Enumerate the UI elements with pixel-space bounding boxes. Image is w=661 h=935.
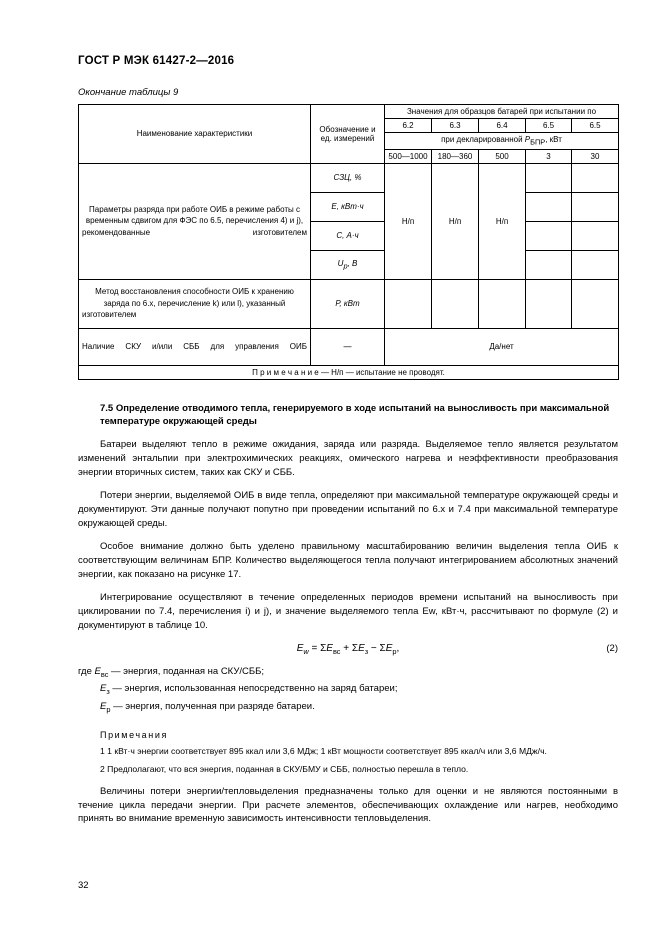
- header-sample-1: 6.2: [385, 119, 432, 133]
- row1-value-5d: [572, 250, 619, 279]
- formula-line: [78, 643, 618, 656]
- table-row: [79, 163, 619, 192]
- section-number: 7.5: [100, 402, 114, 414]
- paragraph-3: Особое внимание должно быть уделено правильному масштабированию величин выделения тепла ОИБ к соответствующим величинам БПР. Количество выделяющегося тепла получают интегрированием абсолютных значений энергии, как показано на рисунке 17.: [78, 540, 618, 580]
- table-footnote-row: [79, 365, 619, 379]
- document-standard-header: ГОСТ Р МЭК 61427-2—2016: [78, 55, 235, 67]
- table-row: [79, 279, 619, 328]
- header-declared-power: при декларированной $P_{БПР}$, кВт: [385, 133, 619, 150]
- header-sample-3: 6.4: [479, 119, 526, 133]
- definition-1: где $Е_{вс}$ — энергия, поданная на СКУ/СББ;: [78, 665, 264, 679]
- closing-paragraph: Величины потери энергии/тепловыделения предназначены только для оценки и не являются постоянными в течение цикла передачи энергии. При расчете элементов, обеспечивающих охлаждение или нагрев, необходимо принять во внимание временную зависимость интенсивности тепловыделения.: [78, 785, 618, 825]
- note-2: 2 Предполагают, что вся энергия, поданная в СКУ/БМУ и СББ, полностью перешла в тепло.: [100, 763, 469, 774]
- formula: $Е_w = \Sigma Е_{вс} + \Sigma Е_з - \Sigma Е_р$,: [296, 642, 400, 656]
- formula-definitions: [78, 664, 618, 716]
- header-declared-1: 500—1000: [385, 149, 432, 163]
- row1-value-5a: [572, 163, 619, 192]
- formula-number: (2): [606, 642, 618, 654]
- header-sample-5: 6.5: [572, 119, 619, 133]
- section-title: Определение отводимого тепла, генерируемого в ходе испытаний на выносливость при максимальной температуре окружающей среды: [100, 402, 610, 428]
- row1-value-2: Н/п: [432, 163, 479, 279]
- table-row: [79, 328, 619, 365]
- table-caption: Окончание таблицы 9: [78, 87, 179, 98]
- row1-unit-2: Е, кВт·ч: [311, 192, 385, 221]
- row1-unit-1: СЗЦ, %: [311, 163, 385, 192]
- header-unit: Обозначение и ед. измерений: [311, 105, 385, 164]
- header-declared-2: 180—360: [432, 149, 479, 163]
- row2-unit: Р, кВт: [311, 279, 385, 328]
- row1-value-3: Н/п: [479, 163, 526, 279]
- header-sample-2: 6.3: [432, 119, 479, 133]
- row1-value-5b: [572, 192, 619, 221]
- row1-value-1: Н/п: [385, 163, 432, 279]
- header-declared-3: 500: [479, 149, 526, 163]
- row3-unit: —: [311, 328, 385, 365]
- paragraph-4: Интегрирование осуществляют в течение определенных периодов времени испытаний на выносливость при циклировании по 7.4, перечисления i) и j), и значение выделяемого тепла Еw, кВт·ч, рассчитывают по формуле (2) и документируют в таблице 10.: [78, 591, 618, 631]
- header-sample-4: 6.5: [526, 119, 572, 133]
- header-declared-4: 3: [526, 149, 572, 163]
- row1-value-5c: [572, 221, 619, 250]
- definition-2: $Е_з$ — энергия, использованная непосредственно на заряд батареи;: [100, 683, 398, 697]
- header-group-samples: Значения для образцов батарей при испытании по: [385, 105, 619, 119]
- row3-characteristic: Наличие СКУ и/или СББ для управления ОИБ: [79, 328, 311, 365]
- table-footnote: П р и м е ч а н и е — Н/п — испытание не проводят.: [79, 365, 619, 379]
- page-number: 32: [78, 880, 89, 891]
- table-header-row-1: [79, 105, 619, 119]
- paragraph-2: Потери энергии, выделяемой ОИБ в виде тепла, определяют при максимальной температуре окружающей среды и документируют. Эти данные получают попутно при проведении испытаний по 6.x и 7.4 при максимальной температуре окружающей среды.: [78, 489, 618, 529]
- row2-characteristic: Метод восстановления способности ОИБ к хранению заряда по 6.x, перечисление k) или l), указанный изготовителем: [79, 279, 311, 328]
- row2-value-3: [479, 279, 526, 328]
- header-characteristic-name: Наименование характеристики: [79, 105, 311, 164]
- row1-characteristic: Параметры разряда при работе ОИБ в режиме работы с временным сдвигом для ФЭС по 6.5, перечисления 4) и j), рекомендованные изготовителем: [79, 163, 311, 279]
- definition-3: $Е_р$ — энергия, полученная при разряде батареи.: [100, 701, 315, 714]
- notes-heading: Примечания: [100, 729, 168, 740]
- characteristics-table: [78, 104, 619, 380]
- row1-value-4b: [526, 192, 572, 221]
- row2-value-4: [526, 279, 572, 328]
- note-1: 1 1 кВт·ч энергии соответствует 895 ккал или 3,6 МДж; 1 кВт мощности соответствует 895 ккал/ч или 3,6 МДж/ч.: [100, 745, 547, 756]
- row2-value-2: [432, 279, 479, 328]
- row1-value-4d: [526, 250, 572, 279]
- page-content: [78, 55, 618, 826]
- section-heading: [78, 402, 618, 430]
- row1-unit-4: $U_р$, В: [311, 250, 385, 279]
- row1-unit-3: С, А·ч: [311, 221, 385, 250]
- row3-merged-value: Да/нет: [385, 328, 619, 365]
- row1-value-4a: [526, 163, 572, 192]
- row1-value-4c: [526, 221, 572, 250]
- row2-value-1: [385, 279, 432, 328]
- header-declared-5: 30: [572, 149, 619, 163]
- paragraph-1: Батареи выделяют тепло в режиме ожидания, заряда или разряда. Выделяемое тепло является результатом изменений энтальпии при электрохимических реакциях, омического нагрева и неэффективности преобразования энергии вторичных систем, таких как СКУ и СББ.: [78, 439, 618, 479]
- row2-value-5: [572, 279, 619, 328]
